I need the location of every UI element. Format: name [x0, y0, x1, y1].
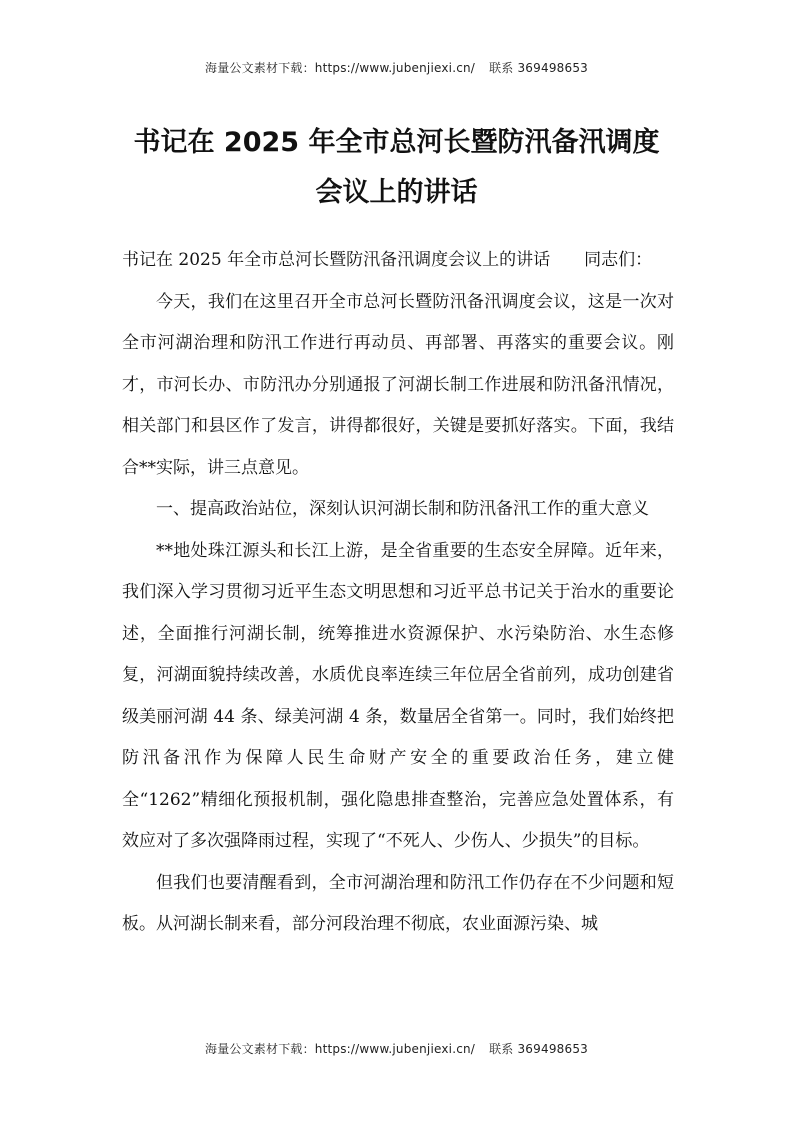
title-line-1: 书记在 2025 年全市总河长暨防汛备汛调度 [133, 127, 660, 158]
paragraph-achievements: **地处珠江源头和长江上游，是全省重要的生态安全屏障。近年来，我们深入学习贯彻习近平生态文明思想和习近平总书记关于治水的重要论述，全面推行河湖长制，统筹推进水资源保护、水污染防治、水生态修复，河湖面貌持续改善，水质优良率连续三年位居全省前列，成功创建省级美丽河湖 44 条、绿美河湖 4 条，数量居全省第一。同时，我们始终把防汛备汛作为保障人民生命财产安全的重要政治任务，建立健全“1262”精细化预报机制，强化隐患排查整治，完善应急处置体系，有效应对了多次强降雨过程，实现了“不死人、少伤人、少损失”的目标。 [122, 540, 674, 851]
header-contact-text: 联系 369498653 [489, 61, 588, 75]
paragraph-problems: 但我们也要清醒看到，全市河湖治理和防汛工作仍存在不少问题和短板。从河湖长制来看，部分河段治理不彻底，农业面源污染、城 [122, 872, 674, 934]
document-title [100, 118, 693, 218]
lead-line [122, 240, 674, 282]
footer-contact-text: 联系 369498653 [489, 1042, 588, 1056]
header-source-text: 海量公文素材下载：https://www.jubenjiexi.cn/ [205, 61, 476, 75]
section-heading-1: 一、提高政治站位，深刻认识河湖长制和防汛备汛工作的重大意义 [156, 499, 649, 519]
page-header [0, 59, 793, 76]
document-body [122, 240, 674, 946]
title-line-2: 会议上的讲话 [315, 177, 478, 208]
page-footer [0, 1040, 793, 1057]
greeting: 同志们： [584, 250, 653, 270]
lead-title: 书记在 2025 年全市总河长暨防汛备汛调度会议上的讲话 [122, 250, 551, 270]
paragraph-opening: 今天，我们在这里召开全市总河长暨防汛备汛调度会议，这是一次对全市河湖治理和防汛工作进行再动员、再部署、再落实的重要会议。刚才，市河长办、市防汛办分别通报了河湖长制工作进展和防汛备汛情况，相关部门和县区作了发言，讲得都很好，关键是要抓好落实。下面，我结合**实际，讲三点意见。 [122, 291, 674, 478]
footer-source-text: 海量公文素材下载：https://www.jubenjiexi.cn/ [205, 1042, 476, 1056]
